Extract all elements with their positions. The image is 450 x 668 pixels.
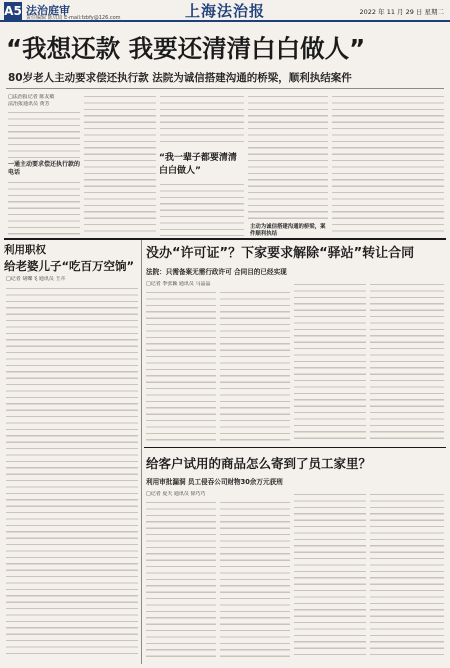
lead-body-column-5 — [332, 94, 444, 236]
bottom-story-column-2 — [220, 500, 290, 658]
left-story-byline: □记者 胡蝶飞 通讯员 王卉 — [6, 276, 66, 282]
bottom-story-byline: □记者 夏天 通讯员 徐巧巧 — [146, 491, 206, 497]
middle-story-byline: □记者 季张颖 通讯员 马晶晶 — [146, 281, 211, 287]
lead-sidebar-title: “我一辈子都要清清白白做人” — [159, 153, 237, 176]
lead-headline: “我想还款 我要还清清白白做人” — [6, 34, 366, 63]
middle-story-headline: 没办“许可证”？下家要求解除“驿站”转让合同 — [146, 246, 415, 261]
column-divider-vertical — [141, 240, 142, 664]
newspaper-name: 上海法治报 — [185, 2, 266, 20]
lead-byline-reporter: □法治报记者 陈友敏 — [8, 94, 55, 100]
editor-credits: 责任编辑 陈贝琦 E-mail:fzbfy@126.com — [26, 15, 121, 21]
lead-body-column-3b — [160, 182, 244, 236]
middle-story-subheadline: 法院：只需备案无需行政许可 合同目的已经实现 — [146, 268, 287, 276]
middle-story-column-3 — [294, 282, 366, 442]
bottom-story-column-1 — [146, 500, 216, 658]
masthead — [0, 0, 450, 22]
issue-date: 2022 年 11 月 29 日 星期二 — [359, 8, 444, 16]
section-title: 法治庭审 — [26, 4, 70, 17]
left-story-body — [6, 286, 138, 658]
section-rule-middle — [144, 447, 446, 448]
lead-body-column-2 — [84, 94, 156, 236]
bottom-story-column-4 — [370, 492, 444, 658]
left-story-headline: 给老婆儿子“吃百万空饷” — [4, 259, 135, 273]
lead-body-column-1b — [8, 180, 80, 236]
bottom-story-headline: 给客户试用的商品怎么寄到了员工家里？ — [146, 456, 372, 471]
bottom-story-column-3 — [294, 492, 366, 658]
middle-story-column-1 — [146, 290, 216, 442]
bottom-story-subheadline: 利用审批漏洞 员工侵吞公司财物30余万元获刑 — [146, 478, 283, 486]
lead-subhead-phone-call: 一通主动要求偿还执行款的电话 — [8, 161, 81, 176]
lead-byline-correspondent: 法治报通讯员 黄芳 — [8, 101, 50, 107]
middle-story-column-2 — [220, 290, 290, 442]
lead-subhead-bridge: 主动为诚信搭建沟通的桥梁，案件顺利执结 — [250, 224, 326, 237]
lead-body-column-4 — [248, 94, 328, 224]
section-rule-top — [4, 238, 446, 240]
lead-body-column-1a — [8, 110, 80, 158]
left-story-kicker: 利用职权 — [4, 244, 46, 256]
lead-divider — [6, 88, 444, 89]
lead-body-column-3a — [160, 94, 244, 146]
lead-subheadline: 80岁老人主动要求偿还执行款 法院为诚信搭建沟通的桥梁，顺利执结案件 — [8, 72, 352, 84]
page-number-logo: A5 — [4, 4, 22, 18]
middle-story-column-4 — [370, 282, 444, 442]
